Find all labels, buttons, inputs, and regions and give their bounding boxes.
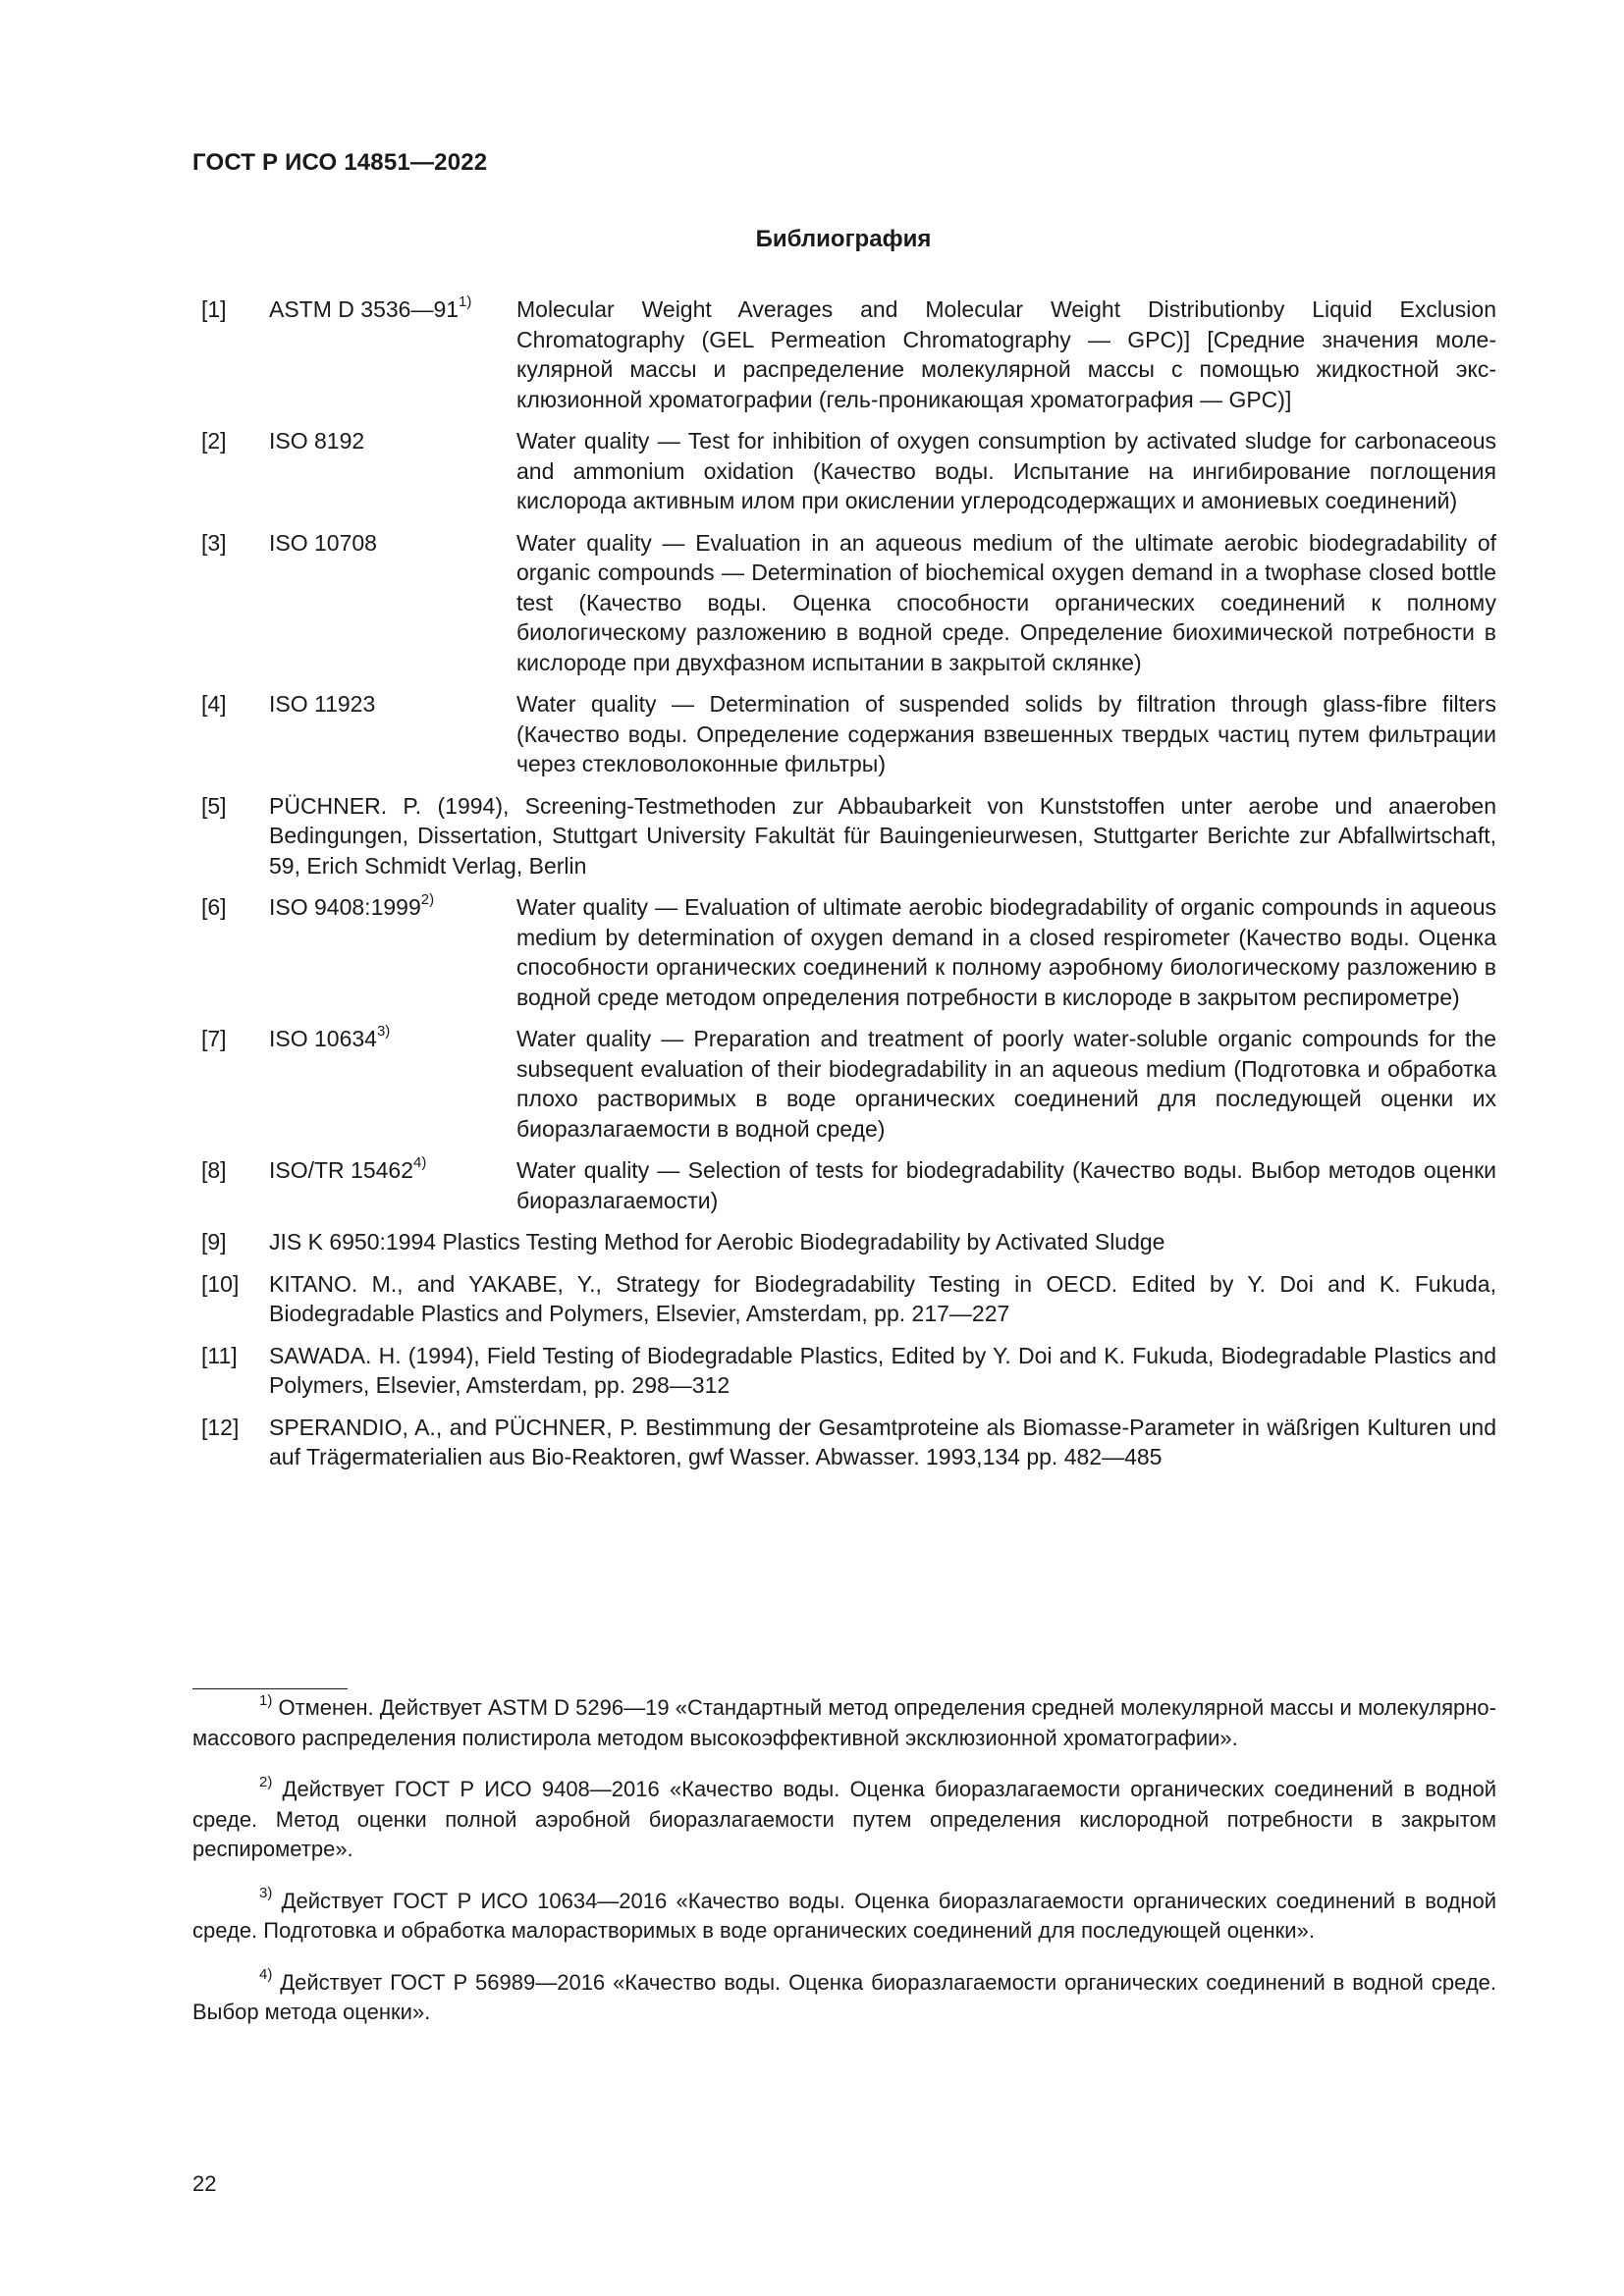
entry-reference-code: ISO 9408:1999 <box>269 894 421 920</box>
entry-reference <box>269 528 377 559</box>
entry-number: [7] <box>201 1026 227 1051</box>
footnotes <box>192 1693 1496 2036</box>
bibliography-entry-7 <box>192 1024 1496 1144</box>
entry-reference-code: ISO 10634 <box>269 1026 377 1051</box>
entry-description: Water quality — Determination of suspended solids by filtration through glass-fibre filters (Качество воды. Определение содержания взвешенных твердых частиц путем фильтрации через стекловолоконные фильтры) <box>516 691 1496 776</box>
bibliography-entry-1 <box>192 294 1496 414</box>
document-header: ГОСТ Р ИСО 14851—2022 <box>192 149 488 176</box>
footnote-mark: 3) <box>259 1885 273 1902</box>
footnote-text: Действует ГОСТ Р 56989—2016 «Качество воды. Оценка биоразлагаемости органических соединений в водной среде. Выбор метода оценки». <box>192 1969 1496 2024</box>
bibliography-entry-12 <box>192 1413 1496 1472</box>
entry-description: Water quality — Evaluation of ultimate aerobic biodegradability of organic compounds in aqueous medium by determination of oxygen demand in a closed respirometer (Качество воды. Оценка способности органических соединений к полному аэробному биологическому разложению в водной среде методом определения потребности в кислороде в закрытом респирометре) <box>516 894 1496 1010</box>
entry-number: [3] <box>201 529 227 556</box>
footnote-marker[interactable]: 2) <box>420 891 435 909</box>
entry-number: [4] <box>201 691 227 717</box>
footnote-marker[interactable]: 4) <box>413 1154 427 1172</box>
bibliography-entry-2 <box>192 426 1496 516</box>
bibliography-title-text: Библиография <box>755 226 932 252</box>
footnote-mark: 1) <box>259 1691 273 1709</box>
footnote-mark: 4) <box>259 1966 273 1984</box>
entry-number: [2] <box>201 428 227 454</box>
footnote-2 <box>192 1775 1496 1865</box>
entry-number: [9] <box>201 1229 227 1255</box>
bibliography-entry-3 <box>192 528 1496 678</box>
entry-description: Water quality — Evaluation in an aqueous medium of the ultimate aerobic biodegradability of organic compounds — Determination of biochemical oxygen demand in a twophase closed bottle test (Качество воды. Оценка способности органических соединений к полному биологическому разложению в водной среде. Определение биохимической потребности в кислороде при двухфазном испытании в закрытой склянке) <box>516 529 1496 675</box>
entry-reference-code: ISO 10708 <box>269 529 377 556</box>
entry-reference <box>269 1155 426 1186</box>
footnote-marker[interactable]: 1) <box>459 294 472 311</box>
entry-reference-code: ISO/TR 15462 <box>269 1157 414 1183</box>
entry-number: [12] <box>201 1414 240 1440</box>
footnote-text: Действует ГОСТ Р ИСО 9408—2016 «Качество воды. Оценка биоразлагаемости органических соединений в водной среде. Метод оценки полной аэробной биоразлагаемости путем определения кислородной потребности в закрытом респирометре». <box>192 1777 1496 1861</box>
entry-number: [1] <box>201 296 227 322</box>
page-number: 22 <box>192 2171 217 2196</box>
footnote-text: Действует ГОСТ Р ИСО 10634—2016 «Качество воды. Оценка биоразлагаемости органических соединений в водной среде. Подготовка и обработка малорастворимых в воде органических соединений для последующей оценки». <box>192 1888 1496 1943</box>
bibliography-list <box>192 294 1496 1484</box>
entry-reference-code: ISO 8192 <box>269 428 365 454</box>
footnote-mark: 2) <box>259 1773 273 1790</box>
entry-description: PÜCHNER. P. (1994), Screening-Testmethoden zur Abbaubarkeit von Kunststoffen unter aerobe und anaeroben Bedingungen, Dissertation, Stuttgart University Fakultät für Bauingenieurwesen, Stuttgarter Berichte zur Abfallwirtschaft, 59, Erich Schmidt Verlag, Berlin <box>269 792 1496 879</box>
entry-description: Water quality — Selection of tests for biodegradability (Качество воды. Выбор методов оценки биоразлагаемости) <box>516 1157 1496 1213</box>
footnote-marker[interactable]: 3) <box>376 1023 391 1041</box>
entry-description: JIS K 6950:1994 Plastics Testing Method for Aerobic Biodegradability by Activated Sludge <box>269 1229 1165 1255</box>
bibliography-entry-10 <box>192 1269 1496 1329</box>
bibliography-entry-5 <box>192 791 1496 881</box>
entry-reference <box>269 689 375 720</box>
entry-description: Water quality — Test for inhibition of oxygen consumption by activated sludge for carbonaceous and ammonium oxidation (Качество воды. Испытание на ингибирование поглощения кислорода активным илом при окислении углеродсодержащих и амониевых соединений) <box>516 428 1496 513</box>
entry-description: SPERANDIO, A., and PÜCHNER, P. Bestimmung der Gesamtproteine als Biomasse-Parameter in wäßrigen Kulturen und auf Trägermaterialien aus Bio-Reaktoren, gwf Wasser. Abwasser. 1993,134 pp. 482—485 <box>269 1414 1496 1469</box>
bibliography-title <box>0 226 1624 253</box>
entry-reference-code: ISO 11923 <box>269 691 376 717</box>
bibliography-entry-8 <box>192 1155 1496 1215</box>
footnote-text: Отменен. Действует ASTM D 5296—19 «Стандартный метод определения средней молекулярной массы и молекулярно-массового распределения полистирола методом высокоэффективной эксклюзионной хроматографии». <box>192 1695 1496 1750</box>
entry-number: [11] <box>201 1342 238 1368</box>
entry-reference <box>269 294 471 325</box>
entry-number: [6] <box>201 894 227 920</box>
entry-number: [10] <box>201 1270 240 1297</box>
bibliography-entry-11 <box>192 1341 1496 1401</box>
footnote-3 <box>192 1887 1496 1947</box>
bibliography-entry-6 <box>192 892 1496 1012</box>
entry-reference <box>269 426 364 456</box>
entry-number: [8] <box>201 1157 227 1183</box>
entry-description: Water quality — Preparation and treatment of poorly water-soluble organic compounds for the subsequent evaluation of their biodegradability in an aqueous medium (Подготовка и обработка плохо растворимых в воде органических соединений для последующей оценки их биоразлагаемости в водной среде) <box>516 1026 1496 1142</box>
entry-description: SAWADA. H. (1994), Field Testing of Biodegradable Plastics, Edited by Y. Doi and K. Fukuda, Biodegradable Plastics and Polymers, Elsevier, Amsterdam, pp. 298—312 <box>269 1342 1496 1398</box>
footnote-separator <box>192 1688 348 1689</box>
footnote-1 <box>192 1693 1496 1753</box>
bibliography-entry-4 <box>192 689 1496 779</box>
entry-description: KITANO. M., and YAKABE, Y., Strategy for Biodegradability Testing in OECD. Edited by Y. Doi and K. Fukuda, Biodegradable Plastics and Polymers, Elsevier, Amsterdam, pp. 217—227 <box>269 1270 1496 1326</box>
entry-description: Molecular Weight Averages and Molecular Weight Distributionby Liquid Exclusion Chromatography (GEL Permeation Chromatography — GPC)] [Средние значения молекулярной массы и распределение молекулярной массы с помощью жидкостной эксклюзионной хроматографии (гель-проникающая хроматография — GPC)] <box>516 296 1496 412</box>
footnote-4 <box>192 1968 1496 2028</box>
entry-reference <box>269 1024 390 1054</box>
entry-reference <box>269 892 434 923</box>
bibliography-entry-9 <box>192 1227 1496 1257</box>
entry-reference-code: ASTM D 3536—91 <box>269 296 460 322</box>
entry-number: [5] <box>201 792 227 819</box>
